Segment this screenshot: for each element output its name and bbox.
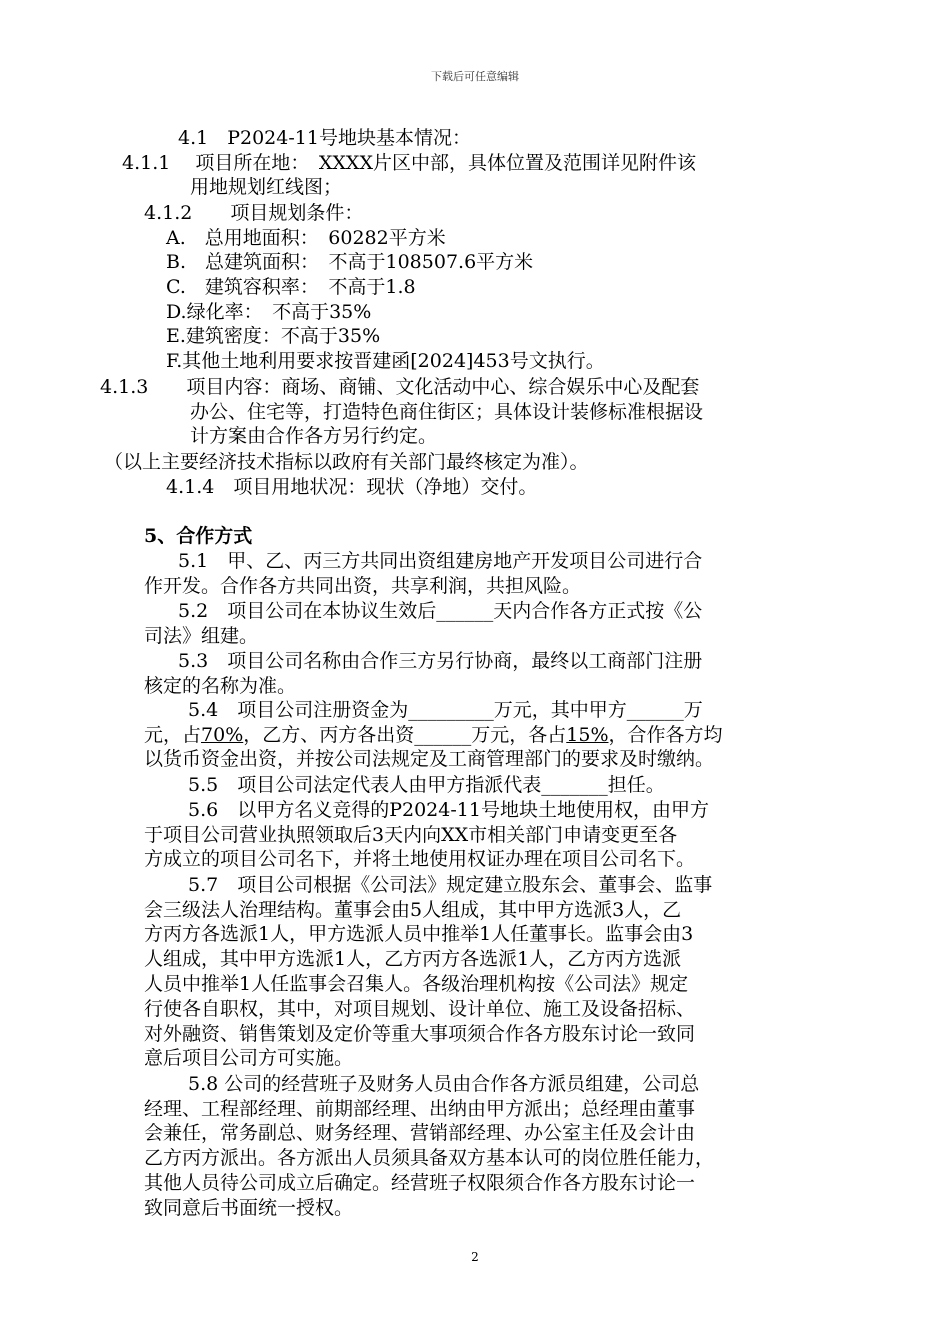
clause-5-5: 5.5 项目公司法定代表人由甲方指派代表_______担任。 bbox=[188, 774, 665, 796]
clause-5-7-line4: 人组成，其中甲方选派1人，乙方丙方各选派1人，乙方丙方选派 bbox=[144, 948, 682, 970]
clause-4-1-3-line1: 4.1.3 项目内容：商场、商铺、文化活动中心、综合娱乐中心及配套 bbox=[100, 376, 700, 398]
clause-5-1-line1: 5.1 甲、乙、丙三方共同出资组建房地产开发项目公司进行合 bbox=[178, 550, 703, 572]
clause-5-8-line4: 乙方丙方派出。各方派出人员须具备双方基本认可的岗位胜任能力， bbox=[144, 1147, 715, 1169]
clause-5-7-line2: 会三级法人治理结构。董事会由5人组成，其中甲方选派3人，乙 bbox=[144, 899, 682, 921]
clause-5-4-line2 bbox=[144, 723, 723, 747]
section-5-title: 5、合作方式 bbox=[144, 525, 253, 547]
clause-5-6-line2: 于项目公司营业执照领取后3天内向XX市相关部门申请变更至各 bbox=[144, 824, 678, 846]
clause-5-3-line1: 5.3 项目公司名称由合作三方另行协商，最终以工商部门注册 bbox=[178, 650, 703, 672]
clause-4-1-4: 4.1.4 项目用地状况：现状（净地）交付。 bbox=[166, 476, 538, 498]
clause-5-4-text-a: 元，占 bbox=[144, 724, 202, 746]
condition-f: F.其他土地利用要求按晋建函[2024]453号文执行。 bbox=[166, 350, 605, 372]
clause-5-2-line2: 司法》组建。 bbox=[144, 625, 259, 647]
share-percent-b: 15% bbox=[566, 724, 609, 746]
clause-4-1-1-line1: 4.1.1 项目所在地： XXXX片区中部，具体位置及范围详见附件该 bbox=[122, 152, 696, 174]
clause-5-7-line5: 人员中推举1人任监事会召集人。各级治理机构按《公司法》规定 bbox=[144, 973, 689, 995]
clause-4-1-1-line2: 用地规划红线图； bbox=[190, 176, 343, 198]
clause-5-2-line1: 5.2 项目公司在本协议生效后______天内合作各方正式按《公 bbox=[178, 600, 703, 622]
clause-5-3-line2: 核定的名称为准。 bbox=[144, 675, 297, 697]
clause-5-4-line3: 以货币资金出资，并按公司法规定及工商管理部门的要求及时缴纳。 bbox=[144, 748, 715, 770]
condition-d: D.绿化率： 不高于35% bbox=[166, 301, 372, 323]
clause-5-4-text-c: ，合作各方均 bbox=[608, 724, 723, 746]
share-percent-a: 70% bbox=[201, 724, 244, 746]
clause-5-7-line7: 对外融资、销售策划及定价等重大事项须合作各方股东讨论一致同 bbox=[144, 1023, 696, 1045]
clause-4-1-2: 4.1.2 项目规划条件： bbox=[144, 202, 364, 224]
indicator-note: （以上主要经济技术指标以政府有关部门最终核定为准）。 bbox=[104, 451, 589, 473]
clause-5-6-line3: 方成立的项目公司名下，并将土地使用权证办理在项目公司名下。 bbox=[144, 848, 696, 870]
condition-b: B. 总建筑面积： 不高于108507.6平方米 bbox=[166, 251, 534, 273]
condition-e: E.建筑密度：不高于35% bbox=[166, 325, 381, 347]
clause-4-1-heading: 4.1 P2024-11号地块基本情况： bbox=[178, 127, 471, 149]
clause-5-1-line2: 作开发。合作各方共同出资，共享利润，共担风险。 bbox=[144, 575, 582, 597]
condition-a: A. 总用地面积： 60282平方米 bbox=[166, 227, 446, 249]
clause-5-7-line1: 5.7 项目公司根据《公司法》规定建立股东会、董事会、监事 bbox=[188, 874, 713, 896]
clause-5-7-line8: 意后项目公司方可实施。 bbox=[144, 1047, 354, 1069]
clause-5-7-line6: 行使各自职权，其中，对项目规划、设计单位、施工及设备招标、 bbox=[144, 998, 696, 1020]
clause-5-4-line1: 5.4 项目公司注册资金为_________万元，其中甲方______万 bbox=[188, 699, 703, 721]
clause-5-8-line6: 致同意后书面统一授权。 bbox=[144, 1197, 354, 1219]
clause-4-1-3-line2: 办公、住宅等，打造特色商住街区；具体设计装修标准根据设 bbox=[190, 401, 704, 423]
clause-5-8-line5: 其他人员待公司成立后确定。经营班子权限须合作各方股东讨论一 bbox=[144, 1172, 696, 1194]
page-number: 2 bbox=[471, 1250, 479, 1264]
clause-5-4-text-b: ，乙方、丙方各出资______万元，各占 bbox=[243, 724, 567, 746]
clause-5-6-line1: 5.6 以甲方名义竞得的P2024-11号地块土地使用权，由甲方 bbox=[188, 799, 709, 821]
page-header: 下载后可任意编辑 bbox=[431, 70, 519, 83]
clause-5-8-line2: 经理、工程部经理、前期部经理、出纳由甲方派出；总经理由董事 bbox=[144, 1098, 696, 1120]
clause-4-1-3-line3: 计方案由合作各方另行约定。 bbox=[190, 425, 438, 447]
clause-5-8-line3: 会兼任，常务副总、财务经理、营销部经理、办公室主任及会计由 bbox=[144, 1122, 696, 1144]
clause-5-7-line3: 方丙方各选派1人，甲方选派人员中推举1人任董事长。监事会由3 bbox=[144, 923, 694, 945]
clause-5-8-line1: 5.8 公司的经营班子及财务人员由合作各方派员组建，公司总 bbox=[188, 1073, 700, 1095]
condition-c: C. 建筑容积率： 不高于1.8 bbox=[166, 276, 416, 298]
